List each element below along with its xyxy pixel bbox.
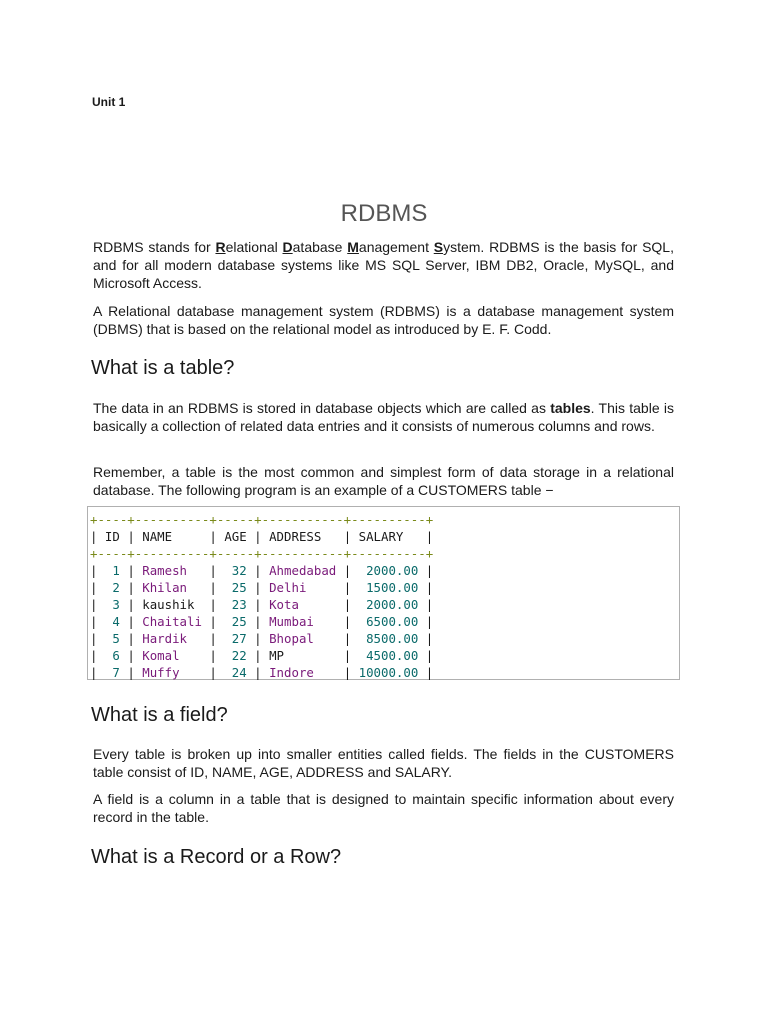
field-paragraph-1: Every table is broken up into smaller entities called fields. The fields in the CUSTOMERS table consist of ID, NAME, AGE, ADDRESS and SALARY. <box>93 746 674 780</box>
table-cell: 5 <box>97 631 128 646</box>
table-cell: 22 <box>216 648 255 663</box>
table-cell: 3 <box>97 597 128 612</box>
table-cell: Chaitali <box>134 614 210 629</box>
table-cell: Bhopal <box>261 631 344 646</box>
table-cell: Hardik <box>134 631 210 646</box>
table-cell: 4500.00 <box>351 648 426 663</box>
table-header-cell: AGE <box>216 529 255 544</box>
table-header-row: | ID | NAME | AGE | ADDRESS | SALARY | <box>90 529 434 544</box>
table-header-cell: NAME <box>134 529 210 544</box>
table-cell: 1500.00 <box>351 580 426 595</box>
table-cell: 2 <box>97 580 128 595</box>
table-paragraph-1: The data in an RDBMS is stored in database objects which are called as tables. This table is basically a collection of related data entries and it consists of numerous columns and rows. <box>93 400 674 434</box>
table-row: | 1 | Ramesh | 32 | Ahmedabad | 2000.00 | <box>90 563 434 578</box>
table-cell: Delhi <box>261 580 344 595</box>
table-header-cell: ID <box>97 529 128 544</box>
table-cell: Ramesh <box>134 563 210 578</box>
table-cell: Indore <box>261 665 344 680</box>
table-row: | 6 | Komal | 22 | MP | 4500.00 | <box>90 648 434 663</box>
table-cell: 8500.00 <box>351 631 426 646</box>
table-cell: 32 <box>216 563 255 578</box>
table-cell: 4 <box>97 614 128 629</box>
table-cell: kaushik <box>134 597 210 612</box>
table-cell: Muffy <box>134 665 210 680</box>
table-header-cell: SALARY <box>351 529 426 544</box>
table-cell: 1 <box>97 563 128 578</box>
heading-what-is-table: What is a table? <box>91 357 235 379</box>
table-cell: Mumbai <box>261 614 344 629</box>
table-header-cell: ADDRESS <box>261 529 344 544</box>
page-title: RDBMS <box>340 200 428 227</box>
table-cell: 27 <box>216 631 255 646</box>
table-cell: 25 <box>216 614 255 629</box>
customers-table-code <box>87 506 680 680</box>
table-cell: 23 <box>216 597 255 612</box>
table-cell: Komal <box>134 648 210 663</box>
customers-table-text <box>90 511 433 681</box>
table-cell: Kota <box>261 597 344 612</box>
unit-label: Unit 1 <box>92 95 126 109</box>
table-border-line: +----+----------+-----+-----------+----------+ <box>90 512 434 527</box>
table-row: | 3 | kaushik | 23 | Kota | 2000.00 | <box>90 597 434 612</box>
table-cell: 24 <box>216 665 255 680</box>
table-paragraph-2: Remember, a table is the most common and simplest form of data storage in a relational database. The following program is an example of a CUSTOMERS table − <box>93 464 674 498</box>
table-cell: MP <box>261 648 344 663</box>
table-border-line: +----+----------+-----+-----------+----------+ <box>90 546 434 561</box>
heading-what-is-record: What is a Record or a Row? <box>91 846 342 868</box>
table-cell: 7 <box>97 665 128 680</box>
field-paragraph-2: A field is a column in a table that is designed to maintain specific information about every record in the table. <box>93 791 674 825</box>
table-row: | 7 | Muffy | 24 | Indore | 10000.00 | <box>90 665 434 680</box>
table-cell: 25 <box>216 580 255 595</box>
table-row: | 2 | Khilan | 25 | Delhi | 1500.00 | <box>90 580 434 595</box>
table-cell: Ahmedabad <box>261 563 344 578</box>
intro-paragraph: RDBMS stands for Relational Database Management System. RDBMS is the basis for SQL, and for all modern database systems like MS SQL Server, IBM DB2, Oracle, MySQL, and Microsoft Access. <box>93 239 674 291</box>
table-cell: 10000.00 <box>351 665 426 680</box>
table-cell: Khilan <box>134 580 210 595</box>
table-cell: 2000.00 <box>351 597 426 612</box>
table-cell: 2000.00 <box>351 563 426 578</box>
table-row: | 4 | Chaitali | 25 | Mumbai | 6500.00 | <box>90 614 434 629</box>
heading-what-is-field: What is a field? <box>91 704 228 726</box>
table-cell: 6500.00 <box>351 614 426 629</box>
table-row: | 5 | Hardik | 27 | Bhopal | 8500.00 | <box>90 631 434 646</box>
definition-paragraph: A Relational database management system (RDBMS) is a database management system (DBMS) that is based on the relational model as introduced by E. F. Codd. <box>93 303 674 337</box>
table-cell: 6 <box>97 648 128 663</box>
